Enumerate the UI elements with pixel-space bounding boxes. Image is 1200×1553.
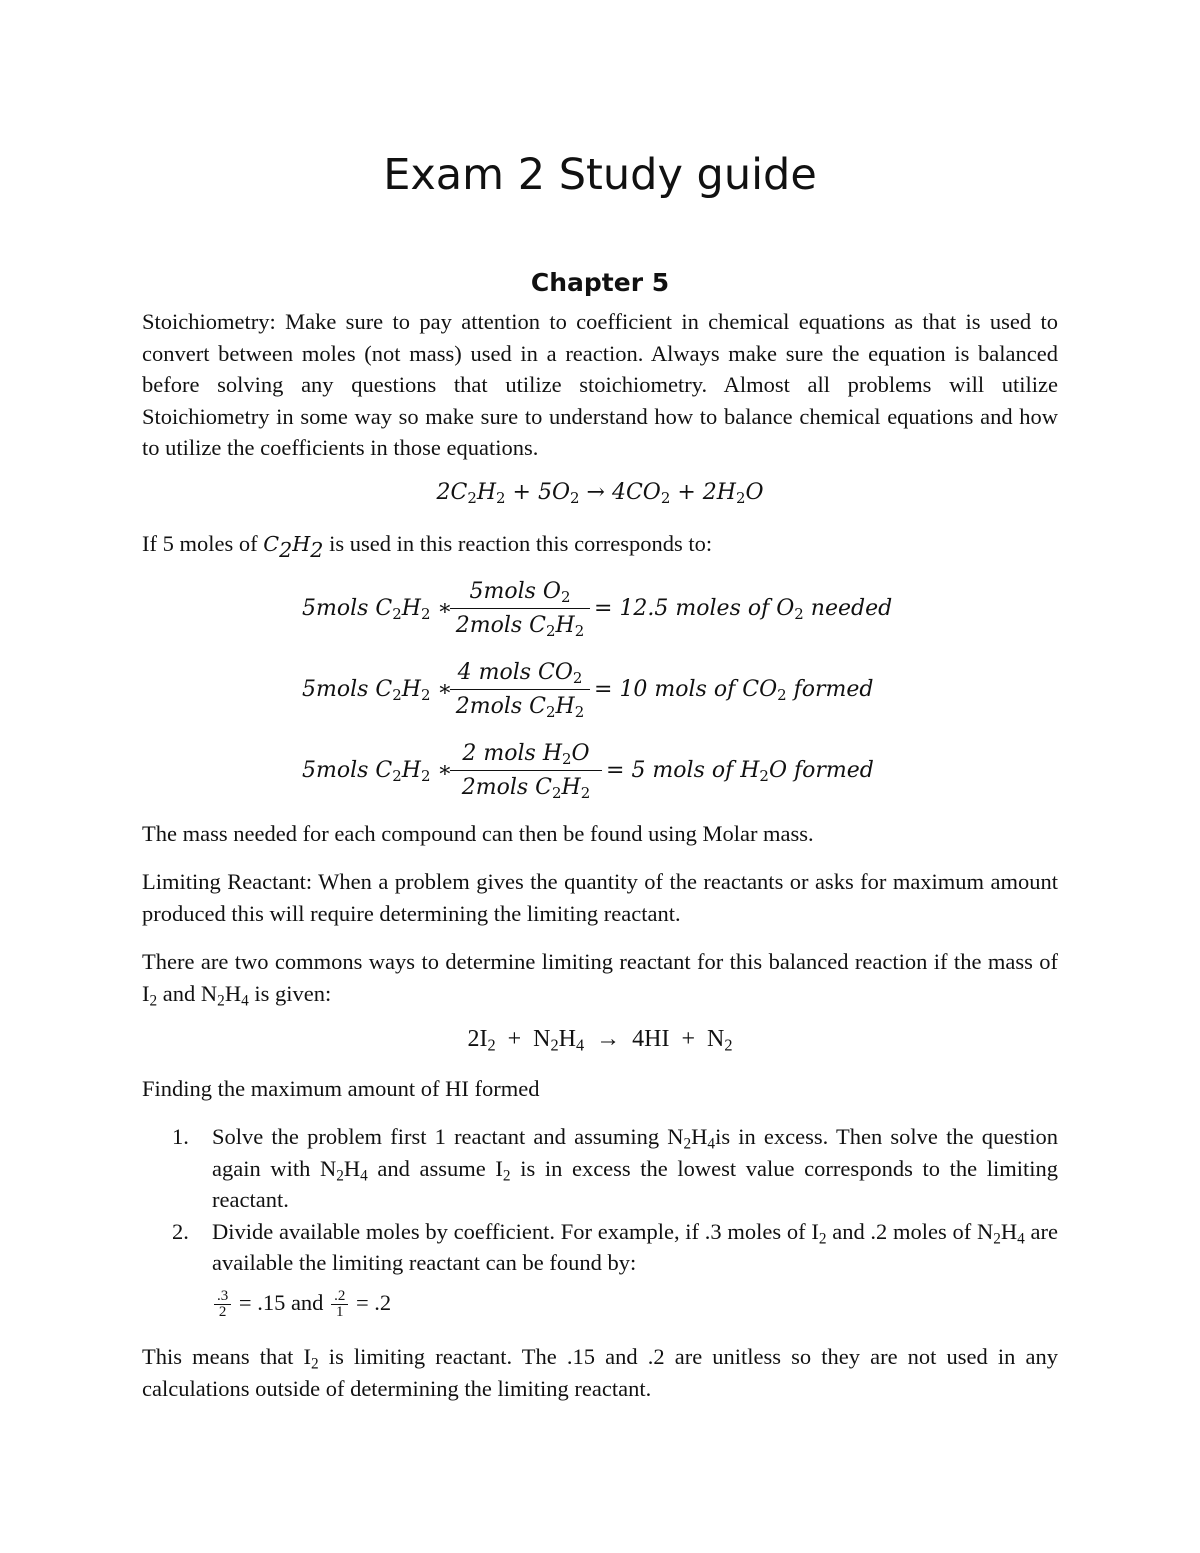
limiting-reactant-paragraph: Limiting Reactant: When a problem gives the quantity of the reactants or asks for maximum amount produced this will require determining the limiting reactant. [142,869,1058,926]
stoichiometry-paragraph: Stoichiometry: Make sure to pay attention to coefficient in chemical equations as that is used to convert between moles (not mass) used in a reaction. Always make sure the equation is balanced before solving any questions that utilize stoichiometry. Almost all problems will utilize Stoichiometry in some way so make sure to understand how to balance chemical equations and how to utilize the coefficients in those equations. [142,309,1058,460]
conversion-fraction [450,738,602,803]
fraction-denominator: 2mols $C_2H_2$ [455,613,585,641]
conversion-lhs: 5mols $C_2H_2$ ∗ [302,677,453,705]
conclusion-paragraph: This means that $I_2$ is limiting reactant. The .15 and .2 are unitless so they are not used in any calculations outside of determining the limiting reactant. [142,1344,1058,1401]
conversion-result: = 10 mols of $CO_2$ formed [594,677,874,705]
ratio-fraction-hydrazine: $\frac{.2}{1}$ [331,1289,348,1320]
ratio-fraction-iodine: $\frac{.3}{2}$ [214,1289,231,1320]
combustion-equation: $2C_2H_2 + 5O_2 \to 4CO_2 + 2H_2O$ [436,480,764,508]
if-moles-line: If 5 moles of $C_2H_2$ is used in this reaction this corresponds to: [142,531,713,562]
method-list [172,1121,1058,1323]
iodine-hydrazine-equation: $2I_2 + N_2H_4 \to 4HI + N_2$ [467,1026,733,1055]
conversion-fraction [450,657,590,722]
fraction-numerator: 2 mols $H_2O$ [462,741,590,769]
fraction-numerator: 4 mols $CO_2$ [457,660,583,688]
conversion-result: = 5 mols of $H_2O$ formed [606,758,874,786]
fraction-denominator: 2mols $C_2H_2$ [455,694,585,722]
conversion-lhs: 5mols $C_2H_2$ ∗ [302,596,453,624]
finding-heading: Finding the maximum amount of HI formed [142,1076,540,1101]
ratio-example: $\frac{.3}{2}$ = .15 and $\frac{.2}{1}$ = .2 [212,1283,1058,1323]
conversion-carbon-dioxide [0,657,1200,727]
document-title: Exam 2 Study guide [383,150,817,200]
conversion-oxygen [0,576,1200,646]
conversion-water [0,738,1200,808]
list-item: 2. Divide available moles by coefficient. For example, if .3 moles of $I_2$ and .2 moles of $N_2H_4$ are available the limiting reactant can be found by: $\frac{.3}{2}$ = .15 and $\frac{.2}{1}$ = .2 [172,1216,1058,1323]
fraction-numerator: 5mols $O_2$ [469,579,571,607]
chapter-heading: Chapter 5 [530,268,670,297]
conversion-fraction [450,576,590,641]
conversion-lhs: 5mols $C_2H_2$ ∗ [302,758,453,786]
list-item: 1. Solve the problem first 1 reactant and assuming $N_2H_4is$ in excess. Then solve the question again with $N_2H_4$ and assume $I_2$ is in excess the lowest value corresponds to the limiting reactant. [172,1124,1058,1212]
fraction-denominator: 2mols $C_2H_2$ [461,775,591,803]
two-ways-paragraph: There are two commons ways to determine limiting reactant for this balanced reaction if the mass of $I_2$ and $N_2H_4$ is given: [142,949,1058,1009]
molar-mass-line: The mass needed for each compound can then be found using Molar mass. [142,821,814,846]
conversion-result: = 12.5 moles of $O_2$ needed [594,596,893,624]
